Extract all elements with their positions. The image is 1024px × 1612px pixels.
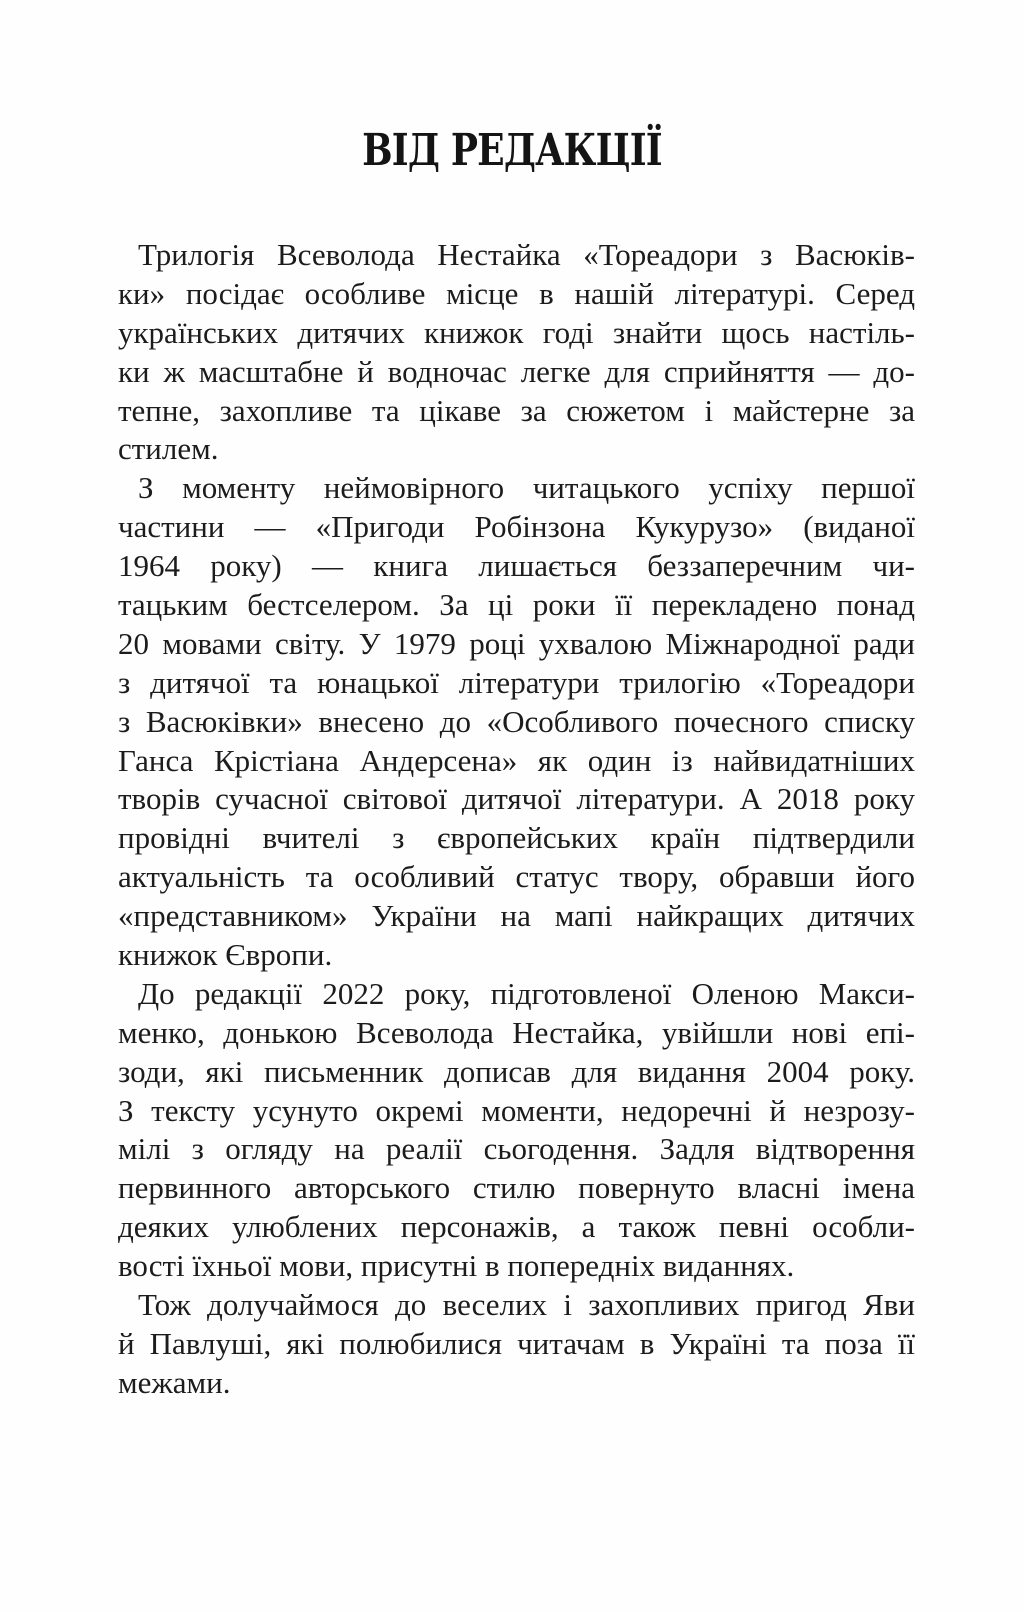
text-line: З тексту усунуто окремі моменти, недоречні й незрозу-	[118, 1092, 915, 1128]
paragraph-2	[118, 469, 915, 975]
page-title: ВІД РЕДАКЦІЇ	[362, 125, 662, 176]
text-line: українських дитячих книжок годі знайти щось настіль-	[118, 314, 915, 350]
paragraph-1	[118, 236, 915, 469]
text-line: стилем.	[118, 431, 219, 467]
text-line: «представником» України на мапі найкращих дитячих	[118, 898, 915, 934]
text-line: деяких улюблених персонажів, а також певні особли-	[118, 1209, 915, 1245]
text-line: мілі з огляду на реалії сьогодення. Задля відтворення	[118, 1131, 915, 1167]
text-line: До редакції 2022 року, підготовленої Оленою Макси-	[138, 975, 915, 1011]
text-line: ки ж масштабне й водночас легке для сприйняття — до-	[118, 353, 915, 389]
text-line: з Васюківки» внесено до «Особливого почесного списку	[118, 703, 915, 739]
text-line: книжок Європи.	[118, 937, 333, 973]
text-line: частини — «Пригоди Робінзона Кукурузо» (виданої	[118, 509, 915, 545]
text-line: Ганса Крістіана Андерсена» як один із найвидатніших	[118, 742, 915, 778]
text-line: Тож долучаймося до веселих і захопливих пригод Яви	[138, 1287, 915, 1323]
text-line: Трилогія Всеволода Нестайка «Тореадори з Васюків-	[138, 237, 915, 272]
text-line: ки» посідає особливе місце в нашій літературі. Серед	[118, 275, 915, 311]
text-line: межами.	[118, 1364, 231, 1400]
text-line: вості їхньої мови, присутні в попередніх виданнях.	[118, 1248, 795, 1284]
text-line: й Павлуші, які полюбилися читачам в Україні та поза її	[118, 1325, 915, 1361]
text-line: тацьким бестселером. За ці роки її перекладено понад	[118, 587, 915, 623]
text-line: менко, донькою Всеволода Нестайка, увійшли нові епі-	[118, 1014, 915, 1050]
text-line: творів сучасної світової дитячої літератури. А 2018 року	[118, 781, 915, 817]
text-line: первинного авторського стилю повернуто власні імена	[118, 1170, 915, 1206]
text-line: З моменту неймовірного читацького успіху першої	[138, 470, 915, 506]
paragraph-3	[118, 975, 915, 1286]
text-line: тепне, захопливе та цікаве за сюжетом і майстерне за	[118, 392, 915, 428]
text-line: зоди, які письменник дописав для видання 2004 року.	[118, 1053, 915, 1089]
page-body	[118, 236, 915, 1403]
text-line: провідні вчителі з європейських країн підтвердили	[118, 820, 915, 856]
text-line: актуальність та особливий статус твору, обравши його	[118, 859, 915, 895]
text-line: з дитячої та юнацької літератури трилогію «Тореадори	[118, 664, 915, 700]
text-line: 20 мовами світу. У 1979 році ухвалою Міжнародної ради	[118, 625, 915, 661]
paragraph-4	[118, 1286, 915, 1403]
text-line: 1964 року) — книга лишається беззаперечним чи-	[118, 548, 915, 584]
